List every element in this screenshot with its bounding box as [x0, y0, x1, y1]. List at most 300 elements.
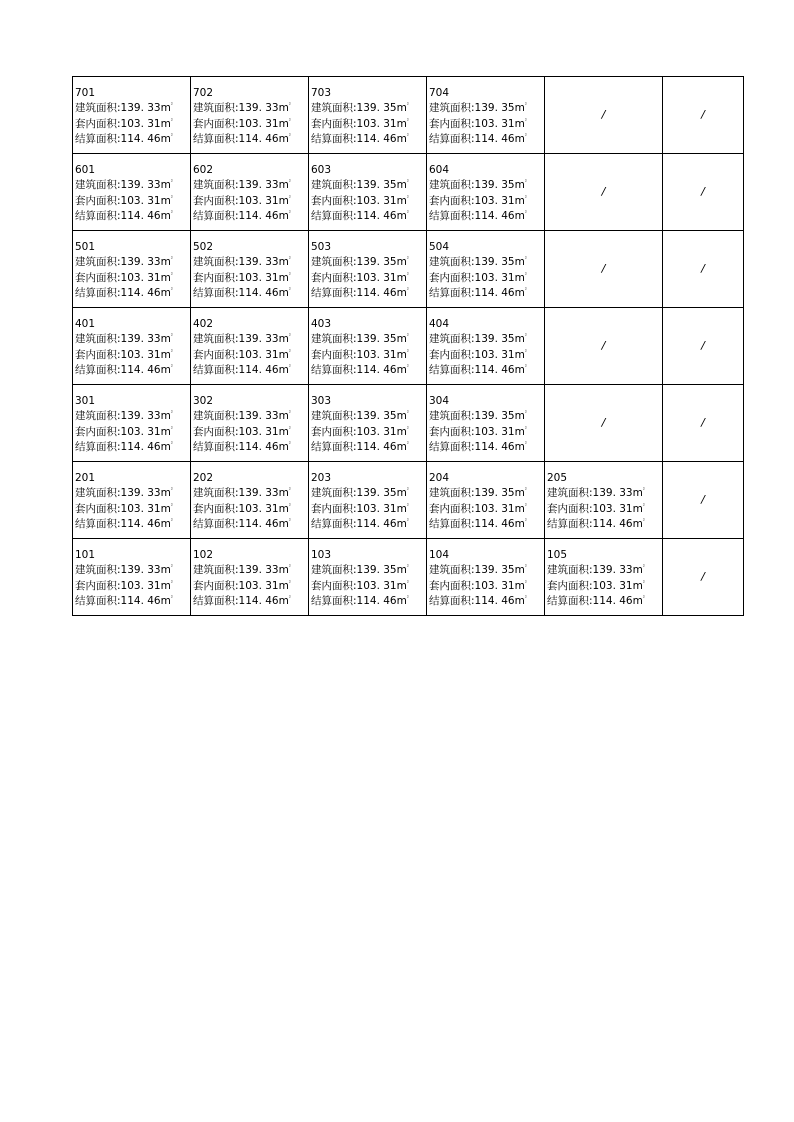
- interior-area-text: 套内面积:103. 31m: [193, 579, 289, 592]
- interior-area-line: [193, 117, 308, 132]
- unit-cell: [427, 231, 545, 308]
- unit-number: 404: [429, 318, 450, 330]
- settlement-area-text: 结算面积:114. 46m: [429, 440, 525, 453]
- settlement-area-text: 结算面积:114. 46m: [429, 132, 525, 145]
- settlement-area-line: [547, 517, 662, 532]
- unit-number: 402: [193, 318, 214, 330]
- square-superscript: ²: [642, 564, 645, 571]
- unit-number: 501: [75, 241, 96, 253]
- building-area-text: 建筑面积:139. 33m: [75, 102, 171, 115]
- square-superscript: ²: [524, 580, 527, 587]
- interior-area-line: [75, 271, 190, 286]
- square-superscript: ²: [524, 426, 527, 433]
- settlement-area-line: [429, 209, 544, 224]
- settlement-area-line: [75, 440, 190, 455]
- unit-number: 504: [429, 241, 450, 253]
- square-superscript: ²: [524, 272, 527, 279]
- unit-number: 401: [75, 318, 96, 330]
- square-superscript: ²: [406, 133, 409, 140]
- square-superscript: ²: [406, 487, 409, 494]
- unit-number: 603: [311, 164, 332, 176]
- unit-cell: [191, 385, 309, 462]
- unit-cell: [191, 77, 309, 154]
- square-superscript: ²: [288, 133, 291, 140]
- square-superscript: ²: [288, 595, 291, 602]
- interior-area-text: 套内面积:103. 31m: [311, 425, 407, 438]
- building-area-line: [311, 178, 426, 193]
- building-area-line: [75, 332, 190, 347]
- square-superscript: ²: [406, 564, 409, 571]
- empty-cell: /: [663, 385, 744, 462]
- building-area-line: [311, 332, 426, 347]
- square-superscript: ²: [170, 441, 173, 448]
- settlement-area-line: [429, 132, 544, 147]
- unit-cell: [427, 154, 545, 231]
- unit-area-table: [72, 76, 744, 616]
- square-superscript: ²: [170, 364, 173, 371]
- square-superscript: ²: [524, 210, 527, 217]
- interior-area-text: 套内面积:103. 31m: [193, 117, 289, 130]
- square-superscript: ²: [288, 410, 291, 417]
- table-row: [73, 154, 744, 231]
- empty-cell: /: [663, 539, 744, 616]
- building-area-line: [429, 332, 544, 347]
- building-area-line: [75, 486, 190, 501]
- square-superscript: ²: [288, 441, 291, 448]
- unit-number: 102: [193, 549, 214, 561]
- square-superscript: ²: [170, 195, 173, 202]
- settlement-area-text: 结算面积:114. 46m: [429, 209, 525, 222]
- building-area-line: [75, 101, 190, 116]
- square-superscript: ²: [406, 441, 409, 448]
- square-superscript: ²: [642, 580, 645, 587]
- unit-cell: [191, 462, 309, 539]
- interior-area-line: [75, 348, 190, 363]
- building-area-line: [193, 563, 308, 578]
- settlement-area-line: [193, 363, 308, 378]
- building-area-text: 建筑面积:139. 33m: [193, 179, 289, 192]
- unit-cell: [545, 539, 663, 616]
- unit-cell: [427, 539, 545, 616]
- building-area-text: 建筑面积:139. 33m: [193, 487, 289, 500]
- interior-area-text: 套内面积:103. 31m: [193, 425, 289, 438]
- unit-cell: [309, 539, 427, 616]
- settlement-area-text: 结算面积:114. 46m: [75, 132, 171, 145]
- interior-area-text: 套内面积:103. 31m: [193, 194, 289, 207]
- square-superscript: ²: [524, 564, 527, 571]
- unit-cell: [309, 154, 427, 231]
- interior-area-line: [193, 579, 308, 594]
- interior-area-text: 套内面积:103. 31m: [75, 348, 171, 361]
- settlement-area-text: 结算面积:114. 46m: [311, 209, 407, 222]
- unit-number: 602: [193, 164, 214, 176]
- building-area-line: [193, 178, 308, 193]
- interior-area-text: 套内面积:103. 31m: [547, 502, 643, 515]
- unit-cell: [427, 385, 545, 462]
- square-superscript: ²: [406, 364, 409, 371]
- square-superscript: ²: [524, 287, 527, 294]
- unit-number: 205: [547, 472, 568, 484]
- settlement-area-line: [193, 132, 308, 147]
- interior-area-text: 套内面积:103. 31m: [429, 502, 525, 515]
- building-area-line: [311, 101, 426, 116]
- square-superscript: ²: [170, 210, 173, 217]
- settlement-area-text: 结算面积:114. 46m: [75, 363, 171, 376]
- settlement-area-line: [75, 286, 190, 301]
- interior-area-text: 套内面积:103. 31m: [75, 271, 171, 284]
- square-superscript: ²: [524, 349, 527, 356]
- empty-cell: /: [663, 308, 744, 385]
- square-superscript: ²: [524, 133, 527, 140]
- unit-number: 202: [193, 472, 214, 484]
- square-superscript: ²: [170, 256, 173, 263]
- settlement-area-line: [193, 440, 308, 455]
- square-superscript: ²: [170, 503, 173, 510]
- interior-area-line: [311, 117, 426, 132]
- square-superscript: ²: [524, 441, 527, 448]
- square-superscript: ²: [288, 118, 291, 125]
- settlement-area-text: 结算面积:114. 46m: [75, 209, 171, 222]
- building-area-line: [193, 486, 308, 501]
- settlement-area-line: [311, 363, 426, 378]
- building-area-text: 建筑面积:139. 35m: [429, 410, 525, 423]
- building-area-text: 建筑面积:139. 35m: [311, 102, 407, 115]
- unit-cell: [427, 308, 545, 385]
- unit-cell: [427, 462, 545, 539]
- empty-cell: /: [545, 231, 663, 308]
- interior-area-text: 套内面积:103. 31m: [429, 117, 525, 130]
- building-area-text: 建筑面积:139. 33m: [75, 487, 171, 500]
- settlement-area-text: 结算面积:114. 46m: [547, 517, 643, 530]
- square-superscript: ²: [288, 272, 291, 279]
- settlement-area-line: [429, 363, 544, 378]
- building-area-line: [429, 255, 544, 270]
- interior-area-line: [193, 194, 308, 209]
- square-superscript: ²: [288, 102, 291, 109]
- building-area-line: [429, 178, 544, 193]
- square-superscript: ²: [406, 333, 409, 340]
- square-superscript: ²: [406, 287, 409, 294]
- interior-area-text: 套内面积:103. 31m: [75, 502, 171, 515]
- square-superscript: ²: [170, 349, 173, 356]
- settlement-area-line: [429, 594, 544, 609]
- square-superscript: ²: [288, 287, 291, 294]
- settlement-area-text: 结算面积:114. 46m: [193, 286, 289, 299]
- unit-number: 304: [429, 395, 450, 407]
- empty-cell: /: [663, 231, 744, 308]
- unit-number: 101: [75, 549, 96, 561]
- unit-cell: [427, 77, 545, 154]
- square-superscript: ²: [524, 595, 527, 602]
- unit-cell: [191, 231, 309, 308]
- settlement-area-text: 结算面积:114. 46m: [193, 132, 289, 145]
- unit-number: 403: [311, 318, 332, 330]
- square-superscript: ²: [170, 410, 173, 417]
- interior-area-line: [311, 425, 426, 440]
- unit-number: 302: [193, 395, 214, 407]
- unit-cell: [73, 308, 191, 385]
- square-superscript: ²: [288, 349, 291, 356]
- interior-area-line: [547, 579, 662, 594]
- interior-area-line: [311, 348, 426, 363]
- building-area-text: 建筑面积:139. 33m: [193, 102, 289, 115]
- interior-area-text: 套内面积:103. 31m: [311, 194, 407, 207]
- interior-area-text: 套内面积:103. 31m: [547, 579, 643, 592]
- square-superscript: ²: [642, 518, 645, 525]
- square-superscript: ²: [524, 487, 527, 494]
- building-area-text: 建筑面积:139. 33m: [547, 487, 643, 500]
- table-row: [73, 539, 744, 616]
- square-superscript: ²: [170, 487, 173, 494]
- square-superscript: ²: [170, 564, 173, 571]
- empty-cell: /: [545, 308, 663, 385]
- square-superscript: ²: [524, 503, 527, 510]
- table-row: [73, 308, 744, 385]
- settlement-area-text: 结算面积:114. 46m: [75, 594, 171, 607]
- unit-cell: [73, 462, 191, 539]
- building-area-line: [429, 409, 544, 424]
- settlement-area-line: [311, 209, 426, 224]
- unit-number: 502: [193, 241, 214, 253]
- square-superscript: ²: [288, 364, 291, 371]
- unit-number: 105: [547, 549, 568, 561]
- settlement-area-line: [75, 209, 190, 224]
- table-body: [73, 77, 744, 616]
- building-area-line: [75, 563, 190, 578]
- unit-number: 104: [429, 549, 450, 561]
- settlement-area-text: 结算面积:114. 46m: [193, 209, 289, 222]
- interior-area-line: [429, 348, 544, 363]
- building-area-line: [75, 409, 190, 424]
- square-superscript: ²: [170, 580, 173, 587]
- square-superscript: ²: [524, 518, 527, 525]
- building-area-text: 建筑面积:139. 33m: [75, 410, 171, 423]
- settlement-area-line: [311, 132, 426, 147]
- interior-area-text: 套内面积:103. 31m: [429, 579, 525, 592]
- square-superscript: ²: [642, 503, 645, 510]
- settlement-area-text: 结算面积:114. 46m: [311, 286, 407, 299]
- building-area-text: 建筑面积:139. 35m: [429, 333, 525, 346]
- interior-area-text: 套内面积:103. 31m: [311, 502, 407, 515]
- building-area-text: 建筑面积:139. 35m: [429, 256, 525, 269]
- interior-area-text: 套内面积:103. 31m: [193, 271, 289, 284]
- settlement-area-line: [193, 517, 308, 532]
- square-superscript: ²: [170, 287, 173, 294]
- square-superscript: ²: [642, 595, 645, 602]
- building-area-line: [311, 563, 426, 578]
- interior-area-text: 套内面积:103. 31m: [193, 348, 289, 361]
- settlement-area-line: [429, 517, 544, 532]
- square-superscript: ²: [642, 487, 645, 494]
- interior-area-line: [75, 502, 190, 517]
- interior-area-line: [75, 425, 190, 440]
- unit-number: 201: [75, 472, 96, 484]
- building-area-text: 建筑面积:139. 33m: [75, 256, 171, 269]
- unit-cell: [73, 231, 191, 308]
- square-superscript: ²: [524, 179, 527, 186]
- settlement-area-text: 结算面积:114. 46m: [547, 594, 643, 607]
- interior-area-text: 套内面积:103. 31m: [429, 271, 525, 284]
- unit-number: 103: [311, 549, 332, 561]
- building-area-text: 建筑面积:139. 35m: [429, 487, 525, 500]
- empty-cell: /: [663, 154, 744, 231]
- square-superscript: ²: [288, 333, 291, 340]
- square-superscript: ²: [288, 580, 291, 587]
- building-area-text: 建筑面积:139. 33m: [193, 410, 289, 423]
- settlement-area-text: 结算面积:114. 46m: [193, 363, 289, 376]
- table-row: [73, 385, 744, 462]
- square-superscript: ²: [170, 272, 173, 279]
- square-superscript: ²: [406, 272, 409, 279]
- interior-area-line: [429, 425, 544, 440]
- building-area-text: 建筑面积:139. 35m: [311, 564, 407, 577]
- square-superscript: ²: [288, 503, 291, 510]
- building-area-text: 建筑面积:139. 35m: [429, 102, 525, 115]
- interior-area-line: [193, 348, 308, 363]
- interior-area-text: 套内面积:103. 31m: [75, 425, 171, 438]
- square-superscript: ²: [406, 256, 409, 263]
- square-superscript: ²: [406, 102, 409, 109]
- settlement-area-text: 结算面积:114. 46m: [311, 132, 407, 145]
- settlement-area-text: 结算面积:114. 46m: [75, 286, 171, 299]
- interior-area-line: [429, 502, 544, 517]
- building-area-text: 建筑面积:139. 35m: [311, 256, 407, 269]
- unit-cell: [73, 154, 191, 231]
- building-area-line: [547, 563, 662, 578]
- building-area-line: [75, 178, 190, 193]
- interior-area-line: [193, 425, 308, 440]
- settlement-area-line: [547, 594, 662, 609]
- interior-area-line: [547, 502, 662, 517]
- empty-cell: /: [545, 385, 663, 462]
- square-superscript: ²: [406, 426, 409, 433]
- building-area-text: 建筑面积:139. 35m: [311, 410, 407, 423]
- interior-area-text: 套内面积:103. 31m: [429, 348, 525, 361]
- square-superscript: ²: [288, 195, 291, 202]
- unit-cell: [309, 231, 427, 308]
- interior-area-text: 套内面积:103. 31m: [429, 425, 525, 438]
- square-superscript: ²: [524, 410, 527, 417]
- square-superscript: ²: [406, 580, 409, 587]
- unit-cell: [73, 77, 191, 154]
- square-superscript: ²: [406, 595, 409, 602]
- square-superscript: ²: [524, 333, 527, 340]
- building-area-line: [311, 255, 426, 270]
- interior-area-line: [311, 271, 426, 286]
- unit-cell: [191, 308, 309, 385]
- building-area-text: 建筑面积:139. 33m: [193, 333, 289, 346]
- settlement-area-line: [75, 132, 190, 147]
- unit-number: 604: [429, 164, 450, 176]
- building-area-text: 建筑面积:139. 35m: [311, 333, 407, 346]
- interior-area-line: [193, 502, 308, 517]
- square-superscript: ²: [288, 256, 291, 263]
- settlement-area-text: 结算面积:114. 46m: [193, 594, 289, 607]
- square-superscript: ²: [406, 518, 409, 525]
- interior-area-text: 套内面积:103. 31m: [311, 117, 407, 130]
- building-area-line: [311, 486, 426, 501]
- unit-number: 701: [75, 87, 96, 99]
- square-superscript: ²: [170, 179, 173, 186]
- building-area-line: [193, 332, 308, 347]
- table-row: [73, 462, 744, 539]
- interior-area-text: 套内面积:103. 31m: [311, 271, 407, 284]
- interior-area-line: [75, 579, 190, 594]
- unit-number: 702: [193, 87, 214, 99]
- interior-area-line: [429, 579, 544, 594]
- table-row: [73, 231, 744, 308]
- square-superscript: ²: [170, 518, 173, 525]
- settlement-area-line: [311, 440, 426, 455]
- building-area-line: [193, 101, 308, 116]
- settlement-area-line: [311, 517, 426, 532]
- interior-area-text: 套内面积:103. 31m: [75, 117, 171, 130]
- unit-cell: [73, 385, 191, 462]
- square-superscript: ²: [524, 118, 527, 125]
- building-area-text: 建筑面积:139. 33m: [193, 564, 289, 577]
- settlement-area-line: [193, 286, 308, 301]
- interior-area-line: [429, 117, 544, 132]
- settlement-area-text: 结算面积:114. 46m: [311, 363, 407, 376]
- square-superscript: ²: [288, 564, 291, 571]
- building-area-line: [429, 101, 544, 116]
- building-area-line: [193, 255, 308, 270]
- square-superscript: ²: [406, 179, 409, 186]
- square-superscript: ²: [524, 195, 527, 202]
- building-area-text: 建筑面积:139. 33m: [75, 564, 171, 577]
- settlement-area-text: 结算面积:114. 46m: [429, 517, 525, 530]
- building-area-line: [193, 409, 308, 424]
- building-area-text: 建筑面积:139. 35m: [429, 179, 525, 192]
- interior-area-text: 套内面积:103. 31m: [429, 194, 525, 207]
- unit-cell: [191, 154, 309, 231]
- building-area-line: [75, 255, 190, 270]
- empty-cell: /: [663, 462, 744, 539]
- interior-area-line: [75, 194, 190, 209]
- settlement-area-text: 结算面积:114. 46m: [429, 594, 525, 607]
- building-area-text: 建筑面积:139. 33m: [75, 333, 171, 346]
- building-area-line: [547, 486, 662, 501]
- interior-area-text: 套内面积:103. 31m: [193, 502, 289, 515]
- square-superscript: ²: [524, 364, 527, 371]
- unit-cell: [73, 539, 191, 616]
- square-superscript: ²: [170, 333, 173, 340]
- building-area-text: 建筑面积:139. 35m: [311, 487, 407, 500]
- settlement-area-text: 结算面积:114. 46m: [429, 363, 525, 376]
- unit-cell: [309, 308, 427, 385]
- building-area-text: 建筑面积:139. 33m: [193, 256, 289, 269]
- square-superscript: ²: [406, 349, 409, 356]
- unit-cell: [309, 462, 427, 539]
- unit-number: 704: [429, 87, 450, 99]
- unit-number: 203: [311, 472, 332, 484]
- interior-area-line: [193, 271, 308, 286]
- empty-cell: /: [663, 77, 744, 154]
- interior-area-text: 套内面积:103. 31m: [311, 348, 407, 361]
- settlement-area-line: [75, 517, 190, 532]
- unit-cell: [309, 77, 427, 154]
- building-area-text: 建筑面积:139. 35m: [429, 564, 525, 577]
- unit-number: 503: [311, 241, 332, 253]
- settlement-area-line: [75, 363, 190, 378]
- unit-number: 301: [75, 395, 96, 407]
- settlement-area-text: 结算面积:114. 46m: [311, 440, 407, 453]
- settlement-area-text: 结算面积:114. 46m: [429, 286, 525, 299]
- square-superscript: ²: [170, 426, 173, 433]
- building-area-text: 建筑面积:139. 35m: [311, 179, 407, 192]
- unit-number: 204: [429, 472, 450, 484]
- interior-area-line: [75, 117, 190, 132]
